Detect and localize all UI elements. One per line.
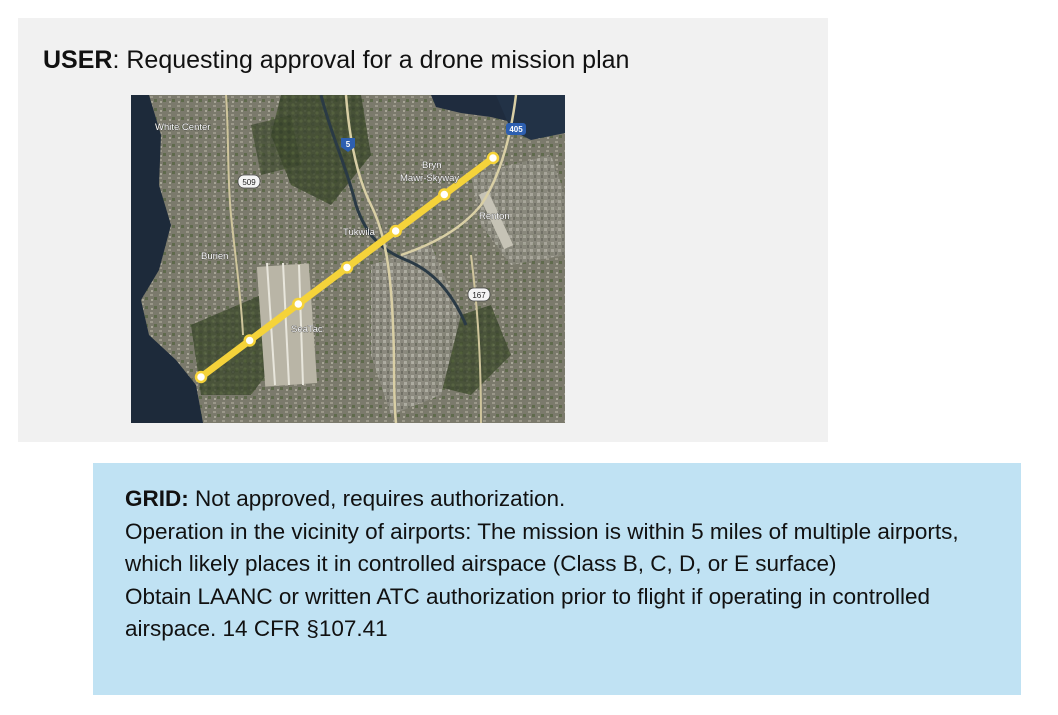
waypoint-marker [245,336,255,346]
user-separator: : [112,46,127,74]
label-tukwila: Tukwila [343,227,375,238]
user-message-panel [18,18,828,442]
shield-509-label: 509 [242,178,256,187]
route-shield-509 [238,175,260,188]
grid-response-text [125,483,1005,646]
grid-action: Obtain LAANC or written ATC authorization prior to flight if operating in controlled airspace. 14 CFR §107.41 [125,583,930,641]
waypoint-marker [342,263,352,273]
waypoint-marker [196,372,206,382]
user-message-text: Requesting approval for a drone mission plan [126,46,630,74]
grid-response-panel [93,463,1021,695]
waypoint-marker [293,299,303,309]
satellite-map [131,95,565,423]
waypoint-marker [439,190,449,200]
label-renton: Renton [479,211,510,222]
grid-reason: Operation in the vicinity of airports: The mission is within 5 miles of multiple airports, which likely places it in controlled airspace (Class B, C, D, or E surface) [125,518,959,576]
mission-map-image [131,95,565,423]
label-white-center: White Center [155,122,211,133]
waypoint-marker [391,226,401,236]
user-speaker-label: USER [43,46,113,74]
shield-5-label: 5 [345,140,351,149]
label-bryn: Bryn [422,160,442,171]
grid-verdict-line [125,483,1005,516]
label-seatac: SeaTac [291,324,323,335]
label-mawr-skyway: Mawr-Skyway [400,173,460,184]
waypoint-marker [488,153,498,163]
route-shield-167 [468,288,490,301]
shield-167-label: 167 [472,291,486,300]
grid-verdict: Not approved, requires authorization. [188,486,566,511]
user-message [43,46,629,75]
shield-405-label: 405 [509,125,523,134]
grid-speaker-label: GRID: [125,486,189,511]
label-burien: Burien [201,251,229,262]
route-shield-405 [506,123,526,135]
